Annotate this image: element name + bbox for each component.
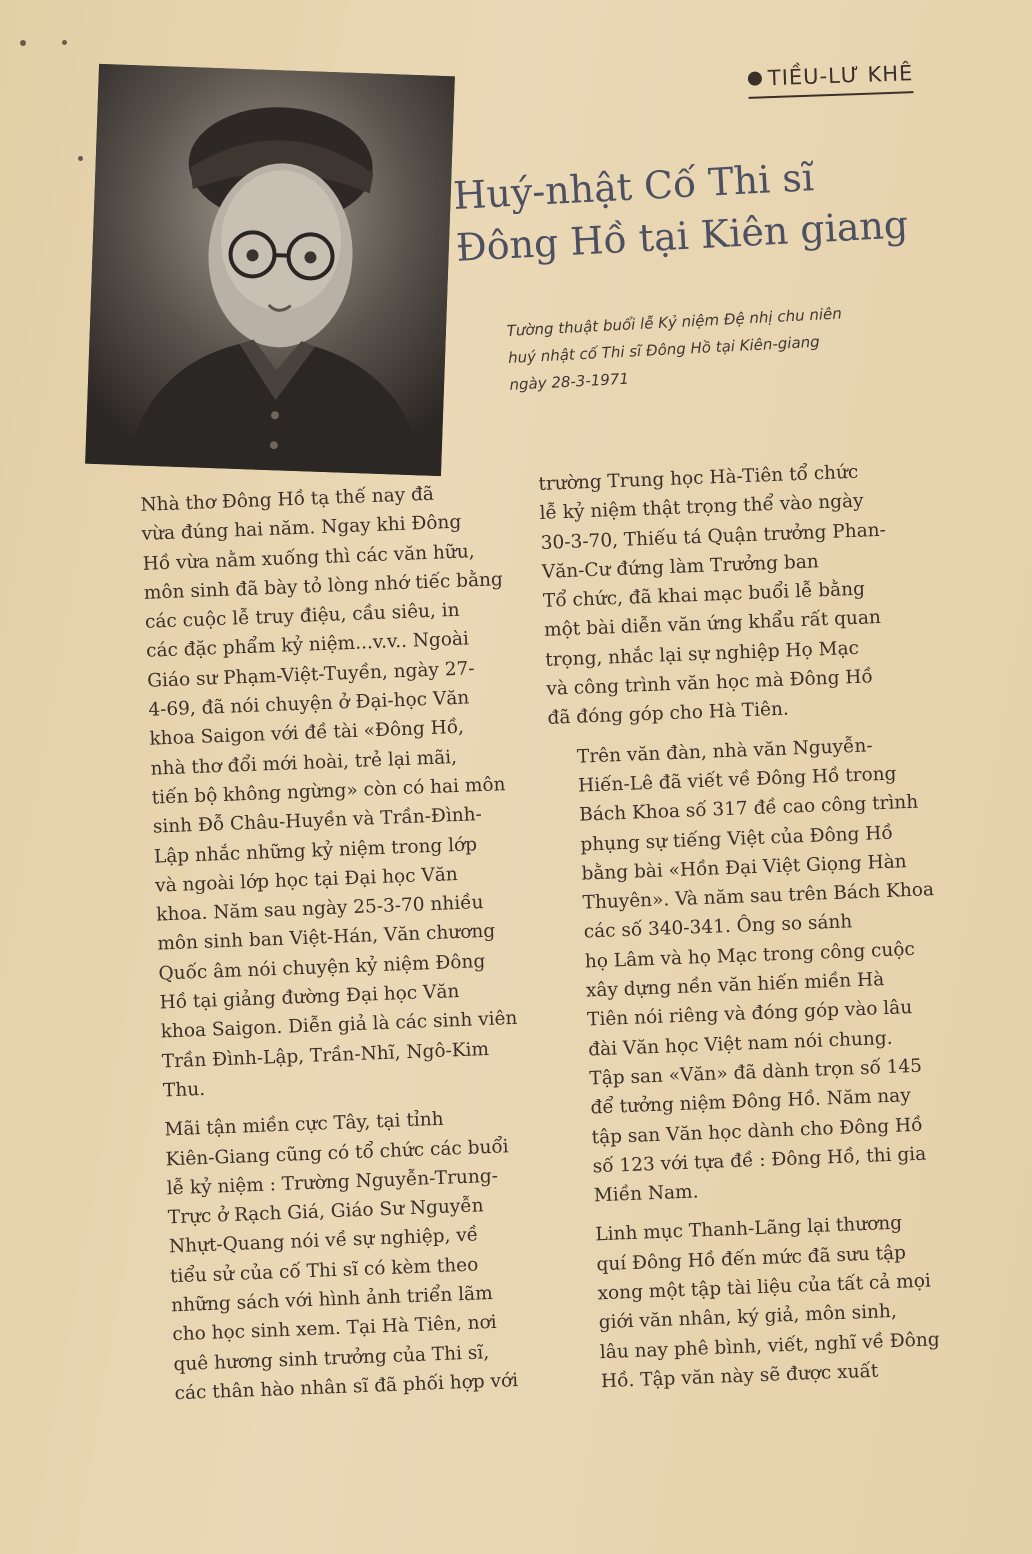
text-line: họ Lâm và họ Mạc trong công cuộc bbox=[584, 938, 916, 973]
ink-spot bbox=[78, 156, 83, 161]
text-line: bằng bài «Hồn Đại Việt Giọng Hàn bbox=[581, 851, 907, 885]
text-line: Trần Đình-Lập, Trần-Nhĩ, Ngô-Kim bbox=[161, 1038, 490, 1073]
text-line: và công trình văn học mà Đông Hồ bbox=[546, 666, 874, 700]
text-line: trọng, nhắc lại sự nghiệp Họ Mạc bbox=[544, 637, 860, 671]
text-line: xong một tập tài liệu của tất cả mọi bbox=[597, 1270, 932, 1305]
text-line: lễ kỷ niệm : Trường Nguyễn-Trung- bbox=[166, 1165, 499, 1200]
text-line: môn sinh ban Việt-Hán, Văn chương bbox=[157, 921, 496, 956]
text-line: Bách Khoa số 317 đề cao công trình bbox=[578, 791, 919, 826]
text-line: sinh Đỗ Châu-Huyền và Trần-Đình- bbox=[152, 804, 483, 838]
text-line: các cuộc lễ truy điệu, cầu siêu, in bbox=[144, 599, 460, 634]
text-line: Thuyên». Và năm sau trên Bách Khoa bbox=[582, 879, 935, 914]
paragraph bbox=[538, 455, 948, 734]
text-line: cho học sinh xem. Tại Hà Tiên, nơi bbox=[172, 1312, 498, 1346]
left-column bbox=[112, 477, 547, 1420]
text-line: phụng sự tiếng Việt của Đông Hồ bbox=[580, 822, 894, 856]
right-column bbox=[538, 455, 974, 1408]
paragraph bbox=[549, 728, 967, 1212]
text-line: Quốc âm nói chuyện kỷ niệm Đông bbox=[158, 950, 486, 985]
text-line: số 123 với tựa đề : Đông Hồ, thi gia bbox=[592, 1143, 927, 1178]
text-line: các đặc phẩm kỷ niệm...v.v.. Ngoài bbox=[145, 628, 470, 663]
text-line: 30-3-70, Thiếu tá Quận trưởng Phan- bbox=[540, 519, 887, 554]
bullet-icon bbox=[748, 71, 762, 85]
subtitle-line: Tường thuật buổi lễ Kỷ niệm Đệ nhị chu niên bbox=[506, 304, 843, 340]
subtitle-line: huý nhật cố Thi sĩ Đông Hồ tại Kiên-giang bbox=[507, 332, 821, 367]
text-line: Hồ tại giảng đường Đại học Văn bbox=[159, 981, 460, 1014]
text-line: khoa Saigon với đề tài «Đông Hồ, bbox=[149, 717, 465, 751]
title-line: Huý-nhật Cố Thi sĩ bbox=[452, 155, 816, 218]
text-line: Trực ở Rạch Giá, Giáo Sư Nguyễn bbox=[167, 1195, 484, 1229]
ink-spot bbox=[62, 40, 67, 45]
text-line: khoa Saigon. Diễn giả là các sinh viên bbox=[160, 1008, 518, 1043]
article-title bbox=[452, 143, 977, 274]
text-line: giới văn nhân, ký giả, môn sinh, bbox=[598, 1301, 898, 1334]
text-line: Lập nhắc những kỷ niệm trong lớp bbox=[153, 833, 478, 868]
text-line: các số 340-341. Ông so sánh bbox=[583, 911, 853, 944]
paragraph bbox=[136, 1101, 547, 1409]
text-line: Linh mục Thanh-Lãng lại thương bbox=[595, 1213, 903, 1246]
text-line: để tưởng niệm Đông Hồ. Năm nay bbox=[590, 1085, 912, 1119]
text-line: đài Văn học Việt nam nói chung. bbox=[587, 1027, 893, 1061]
text-line: Thu. bbox=[162, 1078, 206, 1102]
text-line: Hồ vừa nằm xuống thì các văn hữu, bbox=[142, 540, 475, 575]
text-line: 4-69, đã nói chuyện ở Đại-học Văn bbox=[148, 687, 470, 721]
title-line: Đông Hồ tại Kiên giang bbox=[454, 202, 910, 270]
author-name: TIỀU-LƯ KHÊ bbox=[767, 61, 914, 91]
text-line: và ngoài lớp học tại Đại học Văn bbox=[154, 863, 459, 897]
text-line: Nhựt-Quang nói về sự nghiệp, về bbox=[168, 1224, 479, 1258]
text-line: những sách với hình ảnh triển lãm bbox=[170, 1283, 494, 1317]
text-line: tiến bộ không ngừng» còn có hai môn bbox=[151, 774, 506, 809]
text-line: Trên văn đàn, nhà văn Nguyễn- bbox=[576, 735, 873, 768]
text-line: Giáo sư Phạm-Việt-Tuyền, ngày 27- bbox=[146, 658, 475, 692]
text-line: môn sinh đã bày tỏ lòng nhớ tiếc bằng bbox=[143, 568, 504, 604]
text-line: quê hương sinh trưởng của Thi sĩ, bbox=[173, 1341, 490, 1375]
text-line: Tiên nói riêng và đóng góp vào lâu bbox=[586, 997, 913, 1031]
subtitle-line: ngày 28-3-1971 bbox=[509, 369, 630, 394]
text-line: Miền Nam. bbox=[593, 1181, 699, 1207]
text-line: Văn-Cư đứng làm Trưởng ban bbox=[541, 551, 820, 583]
text-line: một bài diễn văn ứng khẩu rất quan bbox=[543, 607, 882, 642]
text-line: lễ kỷ niệm thật trọng thể vào ngày bbox=[539, 490, 864, 525]
paragraph bbox=[567, 1207, 973, 1398]
text-line: trường Trung học Hà-Tiên tổ chức bbox=[538, 461, 859, 495]
portrait-photo bbox=[85, 64, 455, 476]
text-line: Tổ chức, đã khai mạc buổi lễ bằng bbox=[542, 578, 866, 613]
text-line: lâu nay phê bình, viết, nghĩ về Đông bbox=[599, 1328, 940, 1363]
text-line: Hồ. Tập văn này sẽ được xuất bbox=[600, 1360, 879, 1393]
text-line: Tập san «Văn» đã dành trọn số 145 bbox=[589, 1055, 923, 1090]
text-line: đã đóng góp cho Hà Tiên. bbox=[547, 698, 790, 730]
ink-spot bbox=[20, 40, 26, 46]
text-line: Nhà thơ Đông Hồ tạ thế nay đã bbox=[140, 483, 435, 516]
text-line: các thân hào nhân sĩ đã phối hợp với bbox=[174, 1369, 519, 1405]
text-line: quí Đông Hồ đến mức đã sưu tập bbox=[596, 1242, 907, 1276]
text-line: Kiên-Giang cũng có tổ chức các buổi bbox=[165, 1135, 510, 1170]
text-line: nhà thơ đổi mới hoài, trẻ lại mãi, bbox=[150, 746, 458, 780]
article-subtitle bbox=[506, 295, 950, 399]
paragraph bbox=[112, 477, 535, 1107]
text-line: Mãi tận miền cực Tây, tại tỉnh bbox=[164, 1108, 444, 1141]
text-line: tiểu sử của cố Thi sĩ có kèm theo bbox=[169, 1254, 479, 1288]
text-line: xây dựng nền văn hiến miền Hà bbox=[585, 969, 885, 1002]
author-byline bbox=[747, 61, 913, 99]
text-line: Hiến-Lê đã viết về Đông Hồ trong bbox=[577, 763, 897, 797]
text-line: vừa đúng hai năm. Ngay khi Đông bbox=[141, 511, 462, 546]
text-line: khoa. Năm sau ngày 25-3-70 nhiều bbox=[155, 892, 484, 926]
text-line: tập san Văn học dành cho Đông Hồ bbox=[591, 1114, 923, 1148]
